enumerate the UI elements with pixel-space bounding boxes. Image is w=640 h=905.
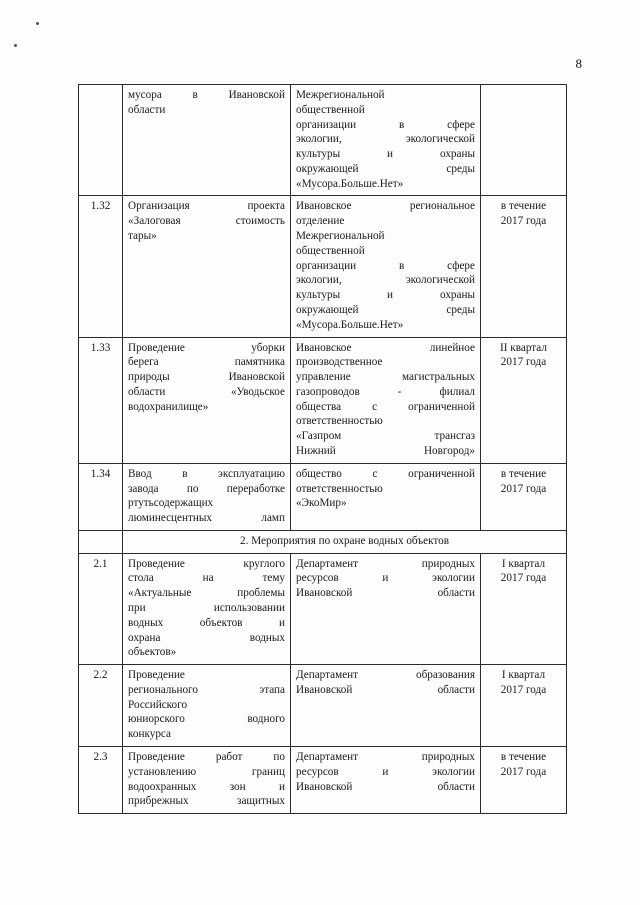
- executor-line: «Мусора.Больше.Нет»: [296, 318, 404, 331]
- table-section-row: [79, 530, 567, 553]
- executor-line: Департамент природных: [296, 557, 475, 570]
- row-number-cell: 2.3: [79, 747, 123, 814]
- event-line: берега памятника: [128, 356, 285, 369]
- executor-line: Ивановское линейное: [296, 341, 475, 354]
- executor-line: окружающей среды: [296, 162, 475, 175]
- table-row: [79, 463, 567, 530]
- table-row: [79, 747, 567, 814]
- event-line: охрана водных: [128, 631, 285, 644]
- executor-line: Департамент природных: [296, 751, 475, 764]
- event-line: «Актуальные проблемы: [128, 587, 285, 600]
- row-executor-cell: [291, 337, 481, 463]
- row-number-cell: [79, 85, 123, 196]
- executor-line: «Мусора.Больше.Нет»: [296, 177, 404, 190]
- row-number-cell: 2.1: [79, 553, 123, 664]
- executor-line: управление магистральных: [296, 371, 475, 384]
- event-line: водных объектов и: [128, 616, 285, 629]
- executor-line: Ивановской области: [296, 587, 475, 600]
- term-line: 2017 года: [500, 765, 547, 778]
- executor-line: культуры и охраны: [296, 289, 475, 302]
- table-row: [79, 85, 567, 196]
- event-line: Проведение круглого: [128, 557, 285, 570]
- executor-line: ресурсов и экологии: [296, 572, 475, 585]
- row-executor-cell: [291, 85, 481, 196]
- table-row: [79, 337, 567, 463]
- schedule-table-body: [79, 85, 567, 814]
- section-title-cell: 2. Мероприятия по охране водных объектов: [123, 530, 567, 553]
- executor-line: общественной: [296, 244, 365, 257]
- row-event-cell: [123, 553, 291, 664]
- event-line: водохранилище»: [128, 400, 209, 413]
- event-line: Российского: [128, 698, 188, 711]
- executor-line: Ивановской области: [296, 780, 475, 793]
- event-line: природы Ивановской: [128, 371, 285, 384]
- executor-line: газопроводов - филиал: [296, 385, 475, 398]
- section-number-cell: [79, 530, 123, 553]
- event-line: конкурса: [128, 728, 171, 741]
- term-line: I квартал: [501, 669, 546, 682]
- row-number-cell: 2.2: [79, 665, 123, 747]
- event-line: установлению границ: [128, 765, 285, 778]
- term-line: в течение: [500, 467, 547, 480]
- executor-line: ответственностью: [296, 415, 383, 428]
- term-line: I квартал: [501, 557, 546, 570]
- schedule-table: [78, 84, 567, 814]
- event-line: Проведение уборки: [128, 341, 285, 354]
- row-event-cell: [123, 337, 291, 463]
- row-term-cell: [481, 337, 567, 463]
- row-executor-cell: [291, 463, 481, 530]
- event-line: объектов»: [128, 646, 177, 659]
- scan-artifact-dot: [36, 22, 39, 25]
- term-line: II квартал: [500, 341, 547, 354]
- executor-line: производственное: [296, 356, 383, 369]
- term-line: 2017 года: [500, 683, 547, 696]
- event-line: мусора в Ивановской: [128, 89, 285, 101]
- term-line: 2017 года: [500, 356, 547, 369]
- executor-line: «ЭкоМир»: [296, 497, 347, 510]
- event-line: области: [128, 103, 166, 116]
- row-event-cell: [123, 665, 291, 747]
- term-line: 2017 года: [500, 215, 547, 228]
- row-event-cell: [123, 196, 291, 337]
- row-executor-cell: [291, 196, 481, 337]
- event-line: тары»: [128, 230, 157, 243]
- row-executor-cell: [291, 665, 481, 747]
- event-line: «Залоговая стоимость: [128, 215, 285, 228]
- page-number: 8: [575, 56, 582, 71]
- event-line: водоохранных зон и: [128, 780, 285, 793]
- term-line: в течение: [500, 751, 547, 764]
- executor-line: Ивановское региональное: [296, 200, 475, 213]
- event-line: люминесцентных ламп: [128, 512, 285, 525]
- row-event-cell: [123, 747, 291, 814]
- row-term-cell: [481, 553, 567, 664]
- executor-line: общественной: [296, 103, 365, 116]
- executor-line: Межрегиональной: [296, 230, 385, 243]
- row-number-cell: 1.33: [79, 337, 123, 463]
- event-line: Ввод в эксплуатацию: [128, 467, 285, 480]
- row-term-cell: [481, 747, 567, 814]
- term-line: в течение: [500, 200, 547, 213]
- scan-artifact-dot: [14, 44, 17, 47]
- table-row: [79, 553, 567, 664]
- executor-line: общества с ограниченной: [296, 400, 475, 413]
- executor-line: экологии, экологической: [296, 274, 475, 287]
- event-line: ртутьсодержащих: [128, 497, 214, 510]
- executor-line: ресурсов и экологии: [296, 765, 475, 778]
- event-line: области «Уводьское: [128, 385, 285, 398]
- executor-line: общество с ограниченной: [296, 467, 475, 480]
- executor-line: культуры и охраны: [296, 148, 475, 161]
- executor-line: организации в сфере: [296, 118, 475, 131]
- row-number-cell: 1.34: [79, 463, 123, 530]
- event-line: Проведение работ по: [128, 751, 285, 764]
- executor-line: ответственностью: [296, 482, 383, 495]
- executor-line: экологии, экологической: [296, 133, 475, 146]
- executor-line: окружающей среды: [296, 303, 475, 316]
- event-line: завода по переработке: [128, 482, 285, 495]
- row-term-cell: [481, 463, 567, 530]
- event-line: при использовании: [128, 602, 285, 614]
- executor-line: организации в сфере: [296, 259, 475, 272]
- row-term-cell: [481, 665, 567, 747]
- executor-line: «Газпром трансгаз: [296, 430, 475, 443]
- row-term-cell: [481, 196, 567, 337]
- event-line: Организация проекта: [128, 200, 285, 213]
- event-line: прибрежных защитных: [128, 795, 285, 808]
- table-row: [79, 665, 567, 747]
- row-executor-cell: [291, 553, 481, 664]
- row-number-cell: 1.32: [79, 196, 123, 337]
- event-line: Проведение: [128, 669, 185, 682]
- event-line: стола на тему: [128, 572, 285, 585]
- event-line: регионального этапа: [128, 683, 285, 696]
- row-event-cell: [123, 463, 291, 530]
- row-executor-cell: [291, 747, 481, 814]
- schedule-table-container: [78, 84, 566, 814]
- row-event-cell: [123, 85, 291, 196]
- term-line: 2017 года: [500, 482, 547, 495]
- executor-line: Департамент образования: [296, 669, 475, 682]
- event-line: юниорского водного: [128, 713, 285, 726]
- executor-line: Ивановской области: [296, 683, 475, 696]
- row-term-cell: [481, 85, 567, 196]
- table-row: [79, 196, 567, 337]
- executor-line: Межрегиональной: [296, 89, 385, 101]
- executor-line: Нижний Новгород»: [296, 444, 475, 457]
- executor-line: отделение: [296, 215, 345, 228]
- term-line: 2017 года: [500, 572, 547, 585]
